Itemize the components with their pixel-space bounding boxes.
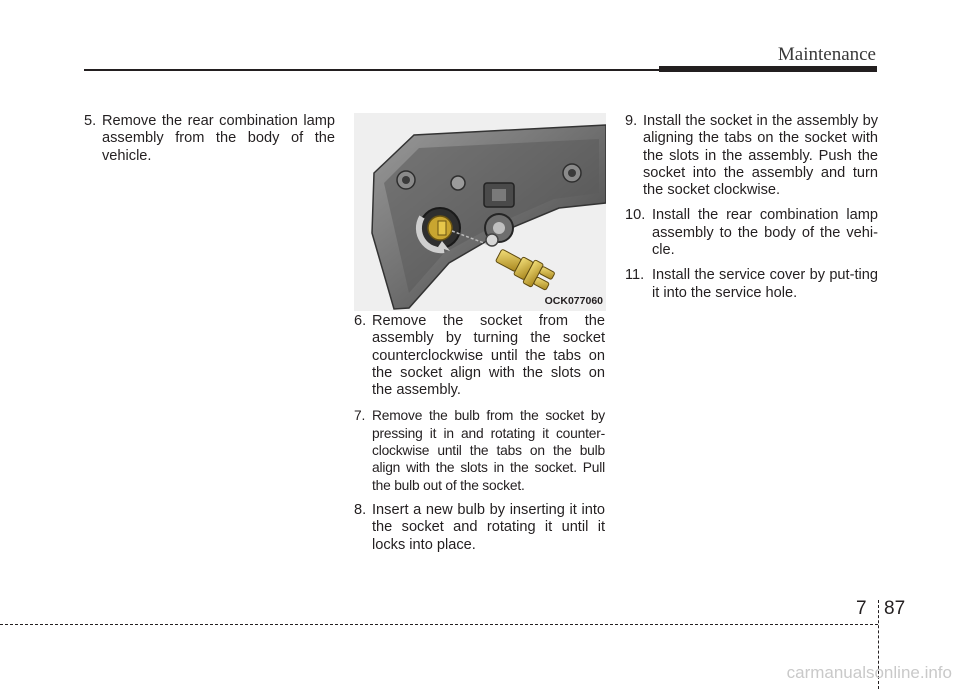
- header-title: Maintenance: [777, 44, 876, 65]
- figure-code: OCK077060: [544, 295, 603, 307]
- step-11: [625, 267, 878, 302]
- column-middle: [354, 313, 605, 562]
- page-number: 87: [884, 598, 906, 619]
- column-left: [84, 113, 335, 173]
- step-text: Install the service cover by put-ting it into the service hole.: [652, 267, 878, 301]
- step-text: Remove the rear combination lamp assembly from the body of the vehicle.: [102, 113, 335, 164]
- step-5: [84, 113, 335, 165]
- step-number: 10.: [625, 207, 646, 224]
- footer-rule: [0, 624, 878, 625]
- step-text: Remove the socket from the assembly by turning the socket counterclockwise until the tabs on the socket align with the slots on the assembly.: [372, 313, 605, 399]
- step-8: [354, 502, 605, 554]
- step-number: 11.: [625, 267, 645, 284]
- step-number: 5.: [84, 113, 97, 129]
- step-text: Install the rear combination lamp assembly to the body of the vehi-cle.: [652, 207, 878, 259]
- step-number: 7.: [354, 408, 366, 424]
- step-10: [625, 207, 878, 259]
- step-text: Install the socket in the assembly by aligning the tabs on the socket with the slots in the assembly. Push the socket into the assembly and turn the socket clockwise.: [643, 113, 878, 199]
- header-bar: [659, 66, 877, 72]
- step-6: [354, 313, 605, 399]
- step-text: Insert a new bulb by inserting it into the socket and rotating it until it locks into place.: [372, 501, 605, 553]
- lamp-socket-illustration: [354, 113, 606, 311]
- header-rule: [84, 69, 659, 71]
- watermark: carmanualsonline.info: [786, 663, 952, 682]
- step-7: [354, 407, 605, 493]
- step-text: Remove the bulb from the socket by pressing it in and rotating it counter-clockwise until the tabs on the bulb align with the slots in the socket. Pull the bulb out of the socket.: [372, 408, 605, 493]
- step-9: [625, 113, 878, 199]
- step-number: 6.: [354, 313, 367, 329]
- lamp-assembly-drawing: [354, 113, 606, 311]
- column-right: [625, 113, 878, 310]
- step-number: 8.: [354, 501, 367, 518]
- chapter-number: 7: [856, 598, 867, 619]
- step-number: 9.: [625, 113, 638, 129]
